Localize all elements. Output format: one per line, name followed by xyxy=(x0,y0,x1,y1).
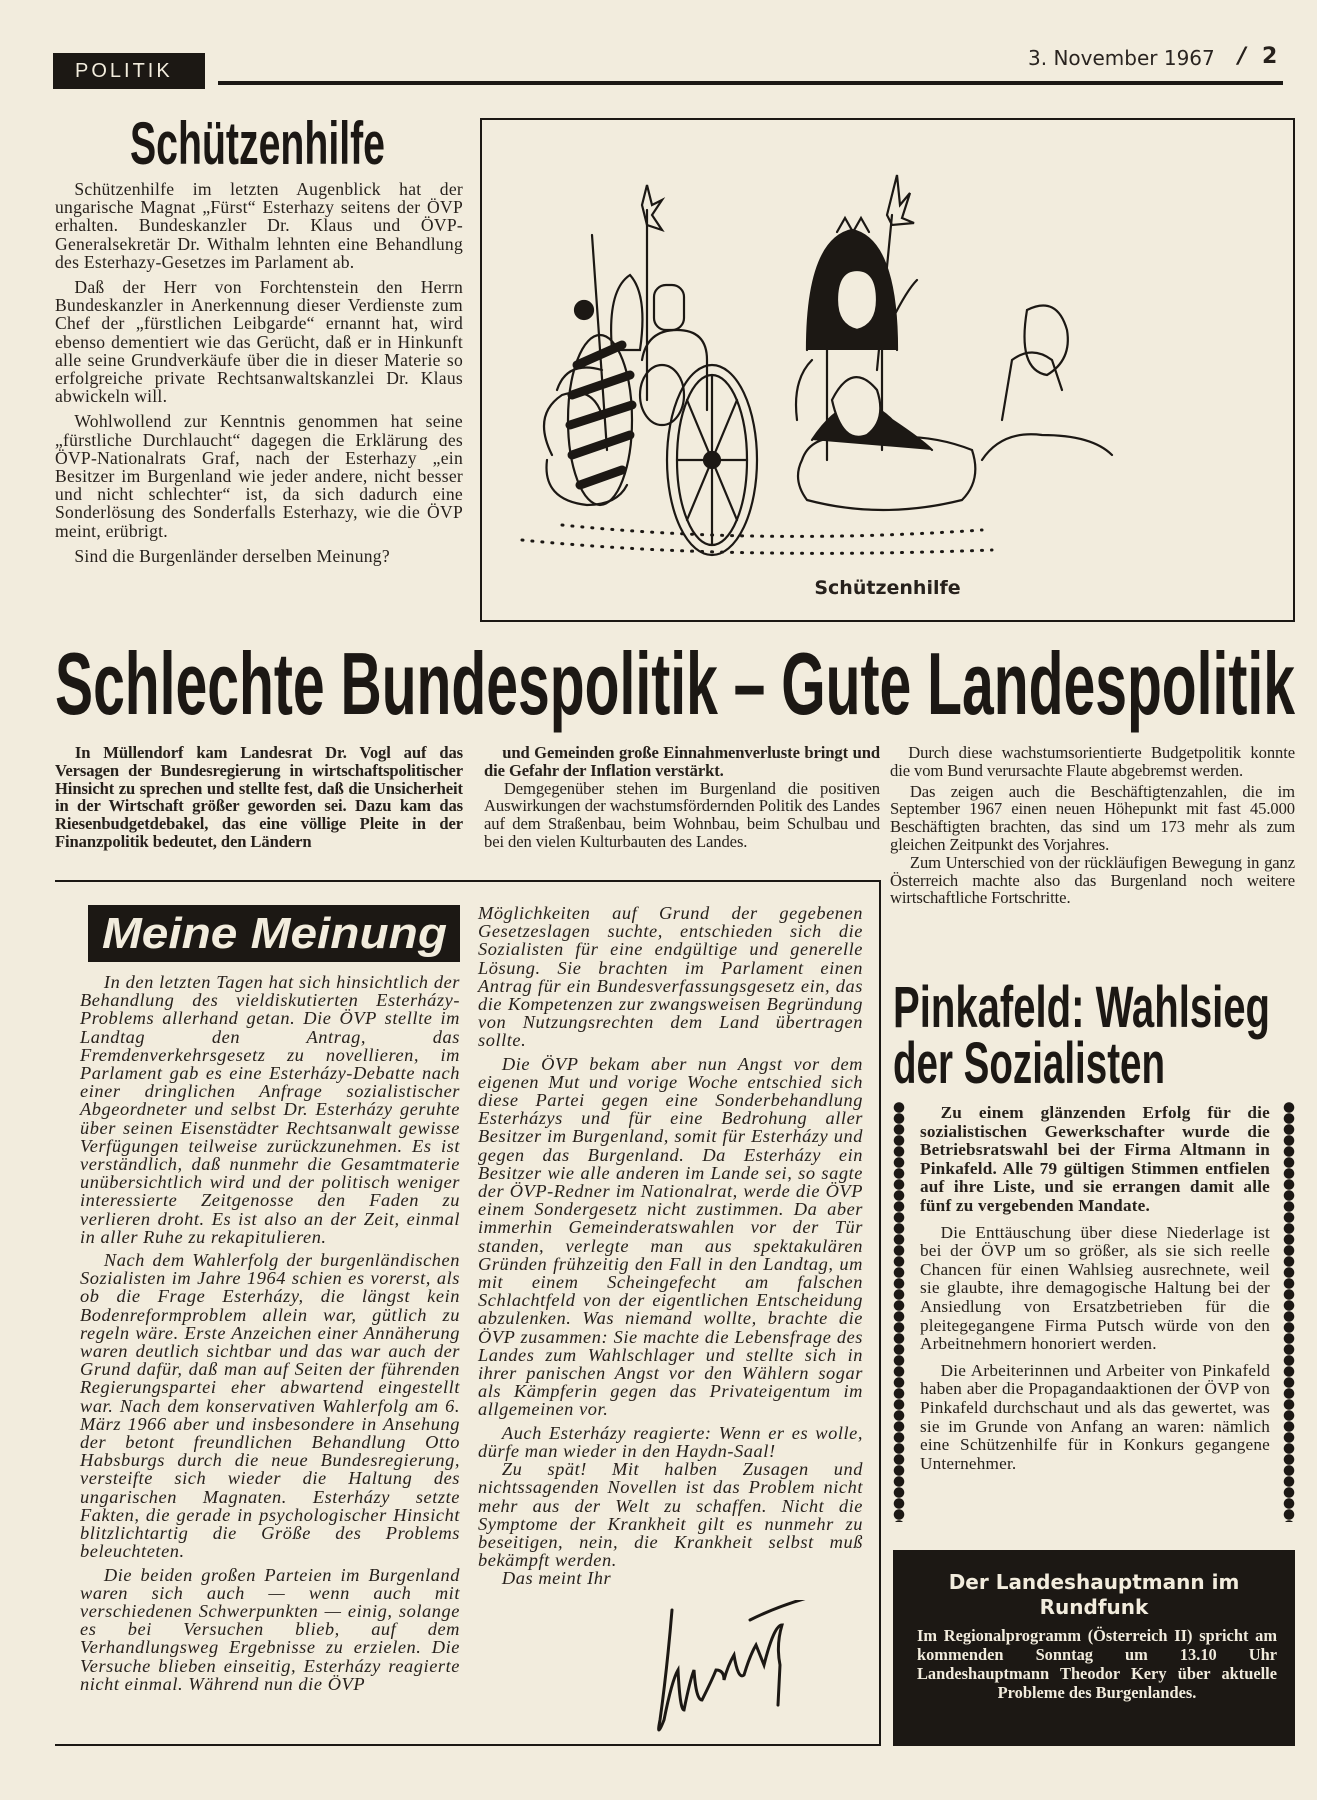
lead-paragraph-continued: und Gemeinden große Einnahmenverluste bringt und die Gefahr der Inflation verstärkt. xyxy=(484,743,880,780)
article-body xyxy=(55,180,463,572)
pinkafeld-headline-1-wrap xyxy=(893,975,1317,1040)
paragraph: Daß der Herr von Forchtenstein den Herrn Bundeskanzler in Anerkennung dieser Verdienste zum Chef der „fürstlichen Leibgarde“ ernannt hat, wird ebenso dementiert wie das Gerücht, daß er in Hinkunft alle seine Grundverkäufe über die in dieser Materie so erfolgreiche private Rechtsanwaltskanzlei Dr. Klaus abwickeln will. xyxy=(55,277,463,407)
radio-title-line2: Rundfunk xyxy=(1039,1595,1149,1619)
article2-col3 xyxy=(890,744,1295,907)
radio-notice-body: Im Regionalprogramm (Österreich II) spricht am kommenden Sonntag um 13.10 Uhr Landeshauptmann Theodor Kery über aktuelle Probleme des Burgenlandes. xyxy=(917,1626,1277,1702)
paragraph: Möglichkeiten auf Grund der gegebenen Gesetzeslagen suchte, entschieden sich die Sozialisten für eine endgültige und generelle Lösung. Sie brachten im Parlament einen Antrag für ein Bundesverfassungsgesetz ein, das die Kompetenzen zur zwangsweisen Begründung von Nutzungsrechten dem Land übertragen sollte. xyxy=(478,903,863,1051)
page-number: 2 xyxy=(1262,44,1278,69)
pinkafeld-body xyxy=(920,1104,1270,1473)
article2-col1 xyxy=(55,744,463,851)
paragraph: Demgegenüber stehen im Burgenland die positiven Auswirkungen der wachstumsfördernden Politik des Landes auf dem Straßenbau, beim Wohnbau, beim Schulbau und bei den vielen Kulturbauten des Landes. xyxy=(484,778,880,851)
cartoon-frame xyxy=(480,118,1295,622)
opinion-col1 xyxy=(80,973,460,1693)
signature xyxy=(650,1600,860,1740)
header-rule xyxy=(218,81,1283,85)
paragraph: Schützenhilfe im letzten Augenblick hat der ungarische Magnat „Fürst“ Esterhazy seitens der ÖVP erhalten. Bundeskanzler Dr. Klaus und ÖVP-Generalsekretär Dr. Withalm lehnten eine Behandlung des Esterhazy-Gesetzes im Parlament ab. xyxy=(55,179,463,272)
paragraph: Das zeigen auch die Beschäftigtenzahlen, die im September 1967 einen neuen Höhepunkt mit fast 45.000 Beschäftigten brachten, das sind um 173 mehr als zum gleichen Zeitpunkt des Vorjahres. xyxy=(890,781,1295,854)
opinion-title: Meine Meinung xyxy=(102,909,447,958)
paragraph: Zu spät! Mit halben Zusagen und nichtssagenden Novellen ist das Problem nicht mehr aus der Welt zu schaffen. Nicht die Symptome der Krankheit gilt es nunmehr zu beseitigen, nein, die Krankheit selbst muß bekämpft werden. xyxy=(478,1459,863,1571)
paragraph: Die Arbeiterinnen und Arbeiter von Pinkafeld haben aber die Propagandaaktionen der ÖVP von Pinkafeld durchschaut und als das gewertet, was sie im Grunde von Anfang an waren: nämlich eine Schützenhilfe für in Konkurs gegangene Unternehmer. xyxy=(920,1360,1270,1473)
article-title: Schützenhilfe xyxy=(130,110,385,177)
sign-off: Das meint Ihr xyxy=(501,1568,612,1589)
cartoon-illustration xyxy=(482,120,1293,560)
main-headline: Schlechte Bundespolitik – Gute Landespolitik xyxy=(55,634,1295,733)
paragraph: Die Enttäuschung über diese Niederlage ist bei der ÖVP um so größer, als sie sich reelle Chancen für einen Wahlsieg ausrechnete, weil sie glaubte, ihre demagogische Haltung bei der Ansiedlung von Ersatzbetrieben für die pleitegegangene Firma Putsch würde von den Arbeitnehmern honoriert werden. xyxy=(920,1222,1270,1354)
pinkafeld-headline-line2: der Sozialisten xyxy=(893,1031,1165,1096)
pinkafeld-headline-2-wrap xyxy=(893,1031,1302,1096)
radio-title-line1: Der Landeshauptmann im xyxy=(948,1570,1240,1594)
paragraph: Zum Unterschied von der rückläufigen Bewegung in ganz Österreich machte also das Burgenland noch weitere wirtschaftliche Fortschritte. xyxy=(890,852,1295,908)
paragraph: Wohlwollend zur Kenntnis genommen hat seine „fürstliche Durchlaucht“ dagegen die Erklärung des ÖVP-Nationalrats Graf, nach der Esterhazy „ein Besitzer im Burgenland wie jeder andere, nicht besser und nicht schlechter“ ist, da sich dadurch eine Sonderlösung des Sonderfalls Esterhazy, wie die ÖVP meint, erübrigt. xyxy=(55,411,463,541)
dotted-border-right xyxy=(1283,1102,1295,1522)
paragraph: Nach dem Wahlerfolg der burgenländischen Sozialisten im Jahre 1964 schien es vorerst, als ob die Frage Esterházy, die längst kein Bodenreformproblem allein war, gütlich zu regeln wäre. Erste Anzeichen einer Annäherung waren deutlich sichtbar und das war auch der Grund dafür, daß man auf Seiten der führenden Regierungspartei eher abwartend eingestellt war. Nach dem konservativen Wahlerfolg am 6. März 1966 aber und insbesondere in Ansehung der betont freundlichen Behandlung Otto Habsburgs durch die neue Bundesregierung, versteifte sich wieder die Haltung des ungarischen Magnaten. Esterházy setzte Fakten, die gerade in psychologischer Hinsicht blitzlichtartig die Größe des Problems beleuchteten. xyxy=(80,1250,460,1562)
paragraph: Die beiden großen Parteien im Burgenland waren sich auch — wenn auch mit verschiedenen Schwerpunkten — einig, solange es bei Versuchen blieb, auf dem Verhandlungsweg Ergebnisse zu erzielen. Die Versuche blieben einseitig, Esterházy reagierte nicht einmal. Während nun die ÖVP xyxy=(80,1564,460,1694)
paragraph: Auch Esterházy reagierte: Wenn er es wolle, dürfe man wieder in den Haydn-Saal! xyxy=(478,1422,863,1461)
cartoon-caption: Schützenhilfe xyxy=(814,577,961,599)
headline-wrap xyxy=(55,636,1317,732)
lead-paragraph: Zu einem glänzenden Erfolg für die sozialistischen Gewerkschafter wurde die Betriebsratswahl bei der Firma Altmann in Pinkafeld. Alle 79 gültigen Stimmen entfielen auf ihre Liste, und sie errangen damit alle fünf zu vergebenden Mandate. xyxy=(920,1103,1270,1215)
opinion-col2 xyxy=(478,904,863,1588)
opinion-title-wrap xyxy=(102,909,447,958)
issue-date: 3. November 1967 xyxy=(1028,46,1215,70)
radio-notice-title xyxy=(893,1570,1295,1620)
article2-col2 xyxy=(484,744,880,851)
page-separator: / xyxy=(1238,44,1247,69)
pinkafeld-headline-line1: Pinkafeld: Wahlsieg xyxy=(893,975,1270,1040)
paragraph: Sind die Burgenländer derselben Meinung? xyxy=(74,545,390,566)
paragraph: Die ÖVP bekam aber nun Angst vor dem eigenen Mut und vorige Woche entschied sich diese Partei gegen eine Sonderbehandlung Esterházys und für eine Bedrohung aller Besitzer im Burgenland, somit für Esterházy und gegen das Burgenland. Da Esterházy ein Besitzer wie alle anderen im Lande sei, so sagte der ÖVP-Redner im Nationalrat, werde die ÖVP einem Sondergesetz nicht zustimmen. Da aber immerhin Gemeinderatswahlen vor der Tür standen, verlegte man aus spektakulären Gründen frühzeitig den Fall in den Landtag, um mit einem Scheingefecht am falschen Schlachtfeld von der eigentlichen Entscheidung abzulenken. Was niemand wollte, brachte die ÖVP zusammen: Sie machte die Lebensfrage des Landes zum Wahlschlager und stellte sich in ihrer panischen Angst vor den Wählern sogar als Kämpferin gegen das Privateigentum im allgemeinen vor. xyxy=(478,1053,863,1420)
section-label: POLITIK xyxy=(53,53,205,89)
lead-paragraph: In Müllendorf kam Landesrat Dr. Vogl auf das Versagen der Bundesregierung in wirtschaftspolitischer Hinsicht zu sprechen und stellte fest, daß die Unsicherheit in der Wirtschaft größer geworden sei. Dazu kam das Riesenbudgetdebakel, das eine völlige Pleite in der Finanzpolitik bedeutet, den Ländern xyxy=(55,743,463,851)
paragraph: In den letzten Tagen hat sich hinsichtlich der Behandlung des vieldiskutierten Esterházy-Problems allerhand getan. Die ÖVP stellte im Landtag den Antrag, das Fremdenverkehrsgesetz zu novellieren, im Parlament gab es eine Esterházy-Debatte nach einer dringlichen Anfrage sozialistischer Abgeordneter und selbst Dr. Esterházy geruhte über seinen Eisenstädter Rechtsanwalt gewisse Verfügungen teilweise zurückzunehmen. Es ist verständlich, daß nunmehr die Gesamtmaterie unübersichtlich wird und der politisch weniger interessierte Zeitgenosse den Faden zu verlieren droht. Es ist also an der Zeit, einmal in aller Ruhe zu rekapitulieren. xyxy=(80,972,460,1247)
dotted-border-left xyxy=(893,1102,905,1522)
paragraph: Durch diese wachstumsorientierte Budgetpolitik konnte die vom Bund verursachte Flaute abgebremst werden. xyxy=(890,743,1295,780)
article-title-wrap xyxy=(130,112,520,176)
radio-notice-box xyxy=(893,1550,1295,1746)
